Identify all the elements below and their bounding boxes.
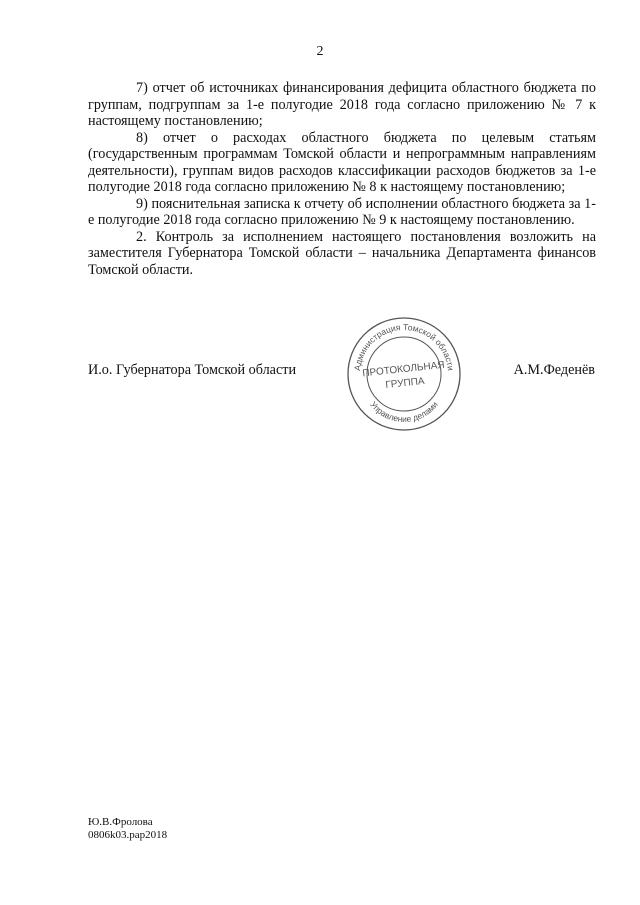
footer-file-code: 0806k03.pap2018 bbox=[88, 829, 168, 841]
page-number: 2 bbox=[316, 44, 324, 59]
paragraph-control-clause: 2. Контроль за исполнением настоящего постановления возложить на заместителя Губернатора Томской области – начальника Департамента финансов Томской области. bbox=[88, 228, 596, 278]
document-body bbox=[88, 80, 596, 278]
svg-text:Управление делами bbox=[368, 399, 440, 424]
signatory-position: И.о. Губернатора Томской области bbox=[88, 362, 297, 378]
stamp-ring-bottom-text: Управление делами bbox=[368, 399, 440, 425]
document-footer bbox=[88, 816, 167, 842]
signatory-name: А.М.Феденёв bbox=[513, 362, 595, 378]
official-stamp bbox=[344, 314, 464, 434]
paragraph-item-7: 7) отчет об источниках финансирования дефицита областного бюджета по группам, подгруппам за 1-е полугодие 2018 года согласно приложению № 7 к настоящему постановлению; bbox=[88, 80, 596, 129]
footer-executor: Ю.В.Фролова bbox=[88, 816, 153, 828]
paragraph-item-9: 9) пояснительная записка к отчету об исполнении областного бюджета за 1-е полугодие 2018 года согласно приложению № 9 к настоящему постановлению. bbox=[88, 195, 596, 228]
paragraph-item-8: 8) отчет о расходах областного бюджета по целевым статьям (государственным программам Томской области и непрограммным направлениям деятельности), группам видов расходов классификации расходов бюджетов за 1-е полугодие 2018 года согласно приложению № 8 к настоящему постановлению; bbox=[88, 129, 596, 195]
stamp-center-line-2: ГРУППА bbox=[384, 375, 426, 391]
stamp-ring-top-text: Администрация Томской области bbox=[352, 321, 456, 372]
stamp-center-line-1: ПРОТОКОЛЬНАЯ bbox=[361, 359, 446, 380]
